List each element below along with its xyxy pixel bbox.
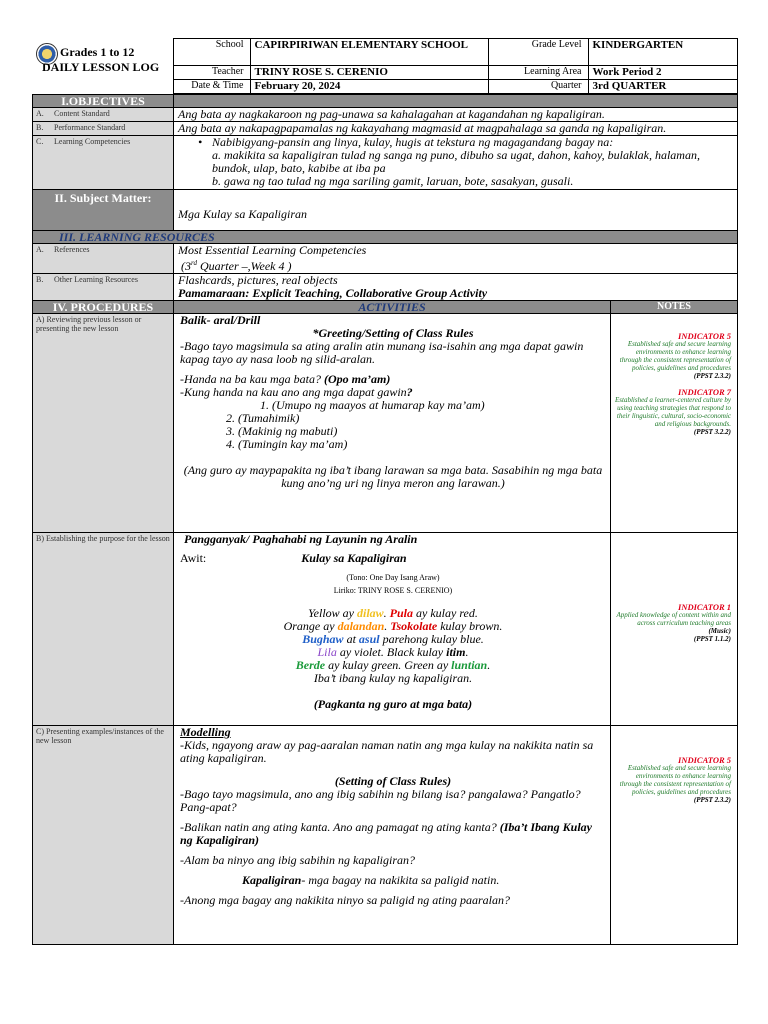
indicator-label: INDICATOR 5 [678, 755, 731, 765]
date-value: February 20, 2024 [250, 80, 488, 94]
music-tag: (Music) [708, 627, 731, 635]
competency-a: a. makikita sa kapaligiran tulad ng sanga ng puno, dibuho sa ugat, dahon, kahoy, bulaklak, halaman, bundok, ulap, bato, kabibe at iba pa [212, 148, 700, 175]
area-value: Work Period 2 [588, 66, 737, 80]
lyric: Orange ay [283, 619, 338, 633]
row-label: Other Learning Resources [54, 275, 138, 284]
performance-standard-text: Ang bata ay nakapagpapamalas ng kakayahang magmasid at magpahalaga sa ganda ng kapaligiran. [174, 122, 738, 136]
row-label: Learning Competencies [54, 137, 131, 146]
procedure-a-title: Balik- aral/Drill [180, 313, 261, 327]
lyric: Yellow ay [308, 606, 357, 620]
form-subtitle: DAILY LESSON LOG [42, 59, 160, 74]
grade-label: Grade Level [488, 39, 588, 66]
procedure-b-notes [611, 533, 738, 726]
row-num: A. [36, 245, 44, 254]
p2-question: -Handa na ba kau mga bata? [180, 372, 324, 386]
other-resources-line1: Flashcards, pictures, real objects [178, 273, 338, 287]
indicator-text: Applied knowledge of content within and across curriculum teaching areas [616, 611, 731, 627]
procedure-c-p2: -Bago tayo magsimula, ano ang ibig sabihin ng bilang isa? pangalawa? Pangatlo? Pang-apat? [180, 787, 581, 814]
grade-value: KINDERGARTEN [588, 39, 737, 66]
procedure-c-p4: -Alam ba ninyo ang ibig sabihin ng kapaligiran? [180, 853, 415, 867]
competency-main-text: Nabibigyang-pansin ang linya, kulay, hugis at tekstura ng magagandang bagay na: [212, 135, 614, 149]
lyric: ay violet. Black kulay [336, 645, 447, 659]
references-label [33, 244, 174, 274]
procedure-c-p5 [180, 874, 606, 887]
definition: - mga bagay na nakikita sa paligid natin. [301, 873, 500, 887]
resources-heading: III. LEARNING RESOURCES [33, 231, 738, 244]
lyric: ay kulay red. [413, 606, 478, 620]
quarter-week: Quarter –,Week 4 ) [196, 259, 292, 273]
school-label: School [173, 39, 250, 66]
song-title: Kulay sa Kapaligiran [301, 551, 407, 565]
indicator-text: Established a learner-centered culture by using teaching strategies that respond to their linguistic, cultural, socio-economic and religious backgrounds. [615, 396, 731, 428]
procedure-c-title: Modelling [180, 725, 231, 739]
rule-1: 1. (Umupo ng maayos at humarap kay ma’am) [260, 398, 485, 412]
lyric-color: dalandan [337, 619, 385, 633]
references-text [174, 244, 738, 274]
ppst-code: (PPST 2.3.2) [693, 796, 731, 804]
lyric-color: itim [446, 645, 466, 659]
lyric: . [487, 658, 491, 672]
competencies-text [174, 136, 738, 190]
ppst-code: (PPST 3.2.2) [693, 428, 731, 436]
term: Kapaligiran [242, 873, 302, 887]
procedure-c-notes [611, 726, 738, 945]
performance-standard-label [33, 122, 174, 136]
objectives-heading: I.OBJECTIVES [33, 95, 174, 108]
lesson-table [32, 94, 738, 945]
pagkanta: (Pagkanta ng guro at mga bata) [313, 697, 473, 711]
lyric: ay kulay green. Green ay [325, 658, 452, 672]
form-title: Grades 1 to 12 [60, 44, 135, 59]
procedure-b-label: B) Establishing the purpose for the lesson [33, 533, 174, 726]
procedure-c-label: C) Presenting examples/instances of the new lesson [33, 726, 174, 945]
indicator-label: INDICATOR 1 [678, 602, 731, 612]
lyric-color: asul [358, 632, 380, 646]
lyric: . [465, 645, 469, 659]
area-label: Learning Area [488, 66, 588, 80]
song-tono: (Tono: One Day Isang Araw) [346, 573, 440, 582]
bullet-icon: • [198, 135, 203, 149]
row-num: C. [36, 137, 44, 146]
competency-b: b. gawa ng tao tulad ng mga sariling gamit, laruan, bote, sasakyan, gusali. [212, 174, 574, 188]
quarter-label: Quarter [488, 80, 588, 94]
header-logo-cell [32, 39, 173, 94]
indicator-text: Established safe and secure learning environments to enhance learning through the consistent representation of policies, guidelines and procedures [619, 340, 731, 372]
p3-question: -Balikan natin ang ating kanta. Ano ang pamagat ng ating kanta? [180, 820, 500, 834]
content-standard-label [33, 108, 174, 122]
lyric-color: Bughaw [302, 632, 344, 646]
procedure-a-content [174, 314, 611, 533]
indicator-label: INDICATOR 7 [678, 387, 731, 397]
content-standard-text: Ang bata ay nagkakaroon ng pag-unawa sa kahalagahan at kagandahan ng kapaligiran. [174, 108, 738, 122]
row-num: B. [36, 275, 44, 284]
school-value: CAPIRPIRIWAN ELEMENTARY SCHOOL [250, 39, 488, 66]
other-resources-line2: Pamamaraan: Explicit Teaching, Collaborative Group Activity [178, 286, 488, 300]
lyric-color: dilaw [357, 606, 384, 620]
lyric-color: Pula [389, 606, 414, 620]
p3-question: -Kung handa na kau ano ang mga dapat gawin [180, 385, 407, 399]
row-num: B. [36, 123, 44, 132]
quarter-value: 3rd QUARTER [588, 80, 737, 94]
notes-heading: NOTES [611, 301, 738, 314]
references-line1: Most Essential Learning Competencies [178, 243, 367, 257]
procedure-a-label: A) Reviewing previous lesson or presenting the new lesson [33, 314, 174, 533]
rule-3: 3. (Makinig ng mabuti) [226, 424, 338, 438]
ppst-code: (PPST 1.1.2) [693, 635, 731, 643]
song-liriko: Liriko: TRINY ROSE S. CERENIO) [333, 586, 453, 595]
row-label: Performance Standard [54, 123, 126, 132]
procedure-c-p6: -Anong mga bagay ang nakikita ninyo sa paligid ng ating paaralan? [180, 893, 510, 907]
procedure-c-content [174, 726, 611, 945]
rule-2: 2. (Tumahimik) [226, 411, 300, 425]
procedure-a-p4: (Ang guro ay maypapakita ng iba’t ibang larawan sa mga bata. Sasabihin ng mga bata kung ano’ng uri ng linya meron ang larawan.) [183, 463, 603, 490]
lyric-color: Tsokolate [390, 619, 438, 633]
procedures-heading: IV. PROCEDURES [33, 301, 174, 314]
procedure-a-sub: *Greeting/Setting of Class Rules [312, 326, 474, 340]
lyric-color: Berde [295, 658, 326, 672]
lyric: parehong kulay blue. [379, 632, 484, 646]
other-resources-label [33, 274, 174, 301]
activities-heading: ACTIVITIES [174, 301, 611, 314]
subject-text: Mga Kulay sa Kapaligiran [174, 190, 738, 231]
lyric: kulay brown. [437, 619, 503, 633]
procedure-b-content [174, 533, 611, 726]
procedure-a-p1: -Bago tayo magsimula sa ating aralin atin munang isa-isahin ang mga dapat gawin kapag tayo ay nasa loob ng silid-aralan. [180, 339, 584, 366]
row-label: Content Standard [54, 109, 110, 118]
song-line-6: Iba’t ibang kulay ng kapaligiran. [313, 671, 473, 685]
quarter-sup: rd [191, 259, 197, 267]
awit-label: Awit: [180, 551, 207, 565]
ppst-code: (PPST 2.3.2) [693, 372, 731, 380]
note-block [613, 332, 731, 380]
procedure-b-title: Pangganyak/ Paghahabi ng Layunin ng Aralin [184, 532, 418, 546]
competencies-label [33, 136, 174, 190]
other-resources-text [174, 274, 738, 301]
rule-4: 4. (Tumingin kay ma’am) [226, 437, 348, 451]
lyric-color: luntian [451, 658, 488, 672]
p3-answer: (Iba’t Ibang Kulay ng Kapaligiran) [180, 820, 592, 847]
note-block [613, 388, 731, 436]
teacher-label: Teacher [173, 66, 250, 80]
p3-mark: ? [406, 385, 413, 399]
lyric: . [384, 619, 391, 633]
row-label: References [54, 245, 90, 254]
p2-answer: (Opo ma’am) [324, 372, 391, 386]
song-row [180, 552, 606, 565]
references-line2 [178, 257, 733, 273]
procedure-a-notes [611, 314, 738, 533]
teacher-value: TRINY ROSE S. CERENIO [250, 66, 488, 80]
indicator-label: INDICATOR 5 [678, 331, 731, 341]
lyric: at [343, 632, 359, 646]
procedure-c-sub: (Setting of Class Rules) [334, 774, 452, 788]
lyric-color: Lila [317, 645, 337, 659]
indicator-text: Established safe and secure learning environments to enhance learning through the consistent representation of policies, guidelines and procedures [619, 764, 731, 796]
subject-heading: II. Subject Matter: [33, 190, 174, 231]
row-num: A. [36, 109, 44, 118]
quarter-num: (3 [181, 259, 191, 273]
date-label: Date & Time [173, 80, 250, 94]
header-table [32, 38, 738, 94]
lyric: . [383, 606, 390, 620]
procedure-c-p3 [180, 821, 606, 847]
procedure-c-p1: -Kids, ngayong araw ay pag-aaralan naman natin ang mga kulay na nakikita natin sa ating kapaligiran. [180, 738, 594, 765]
